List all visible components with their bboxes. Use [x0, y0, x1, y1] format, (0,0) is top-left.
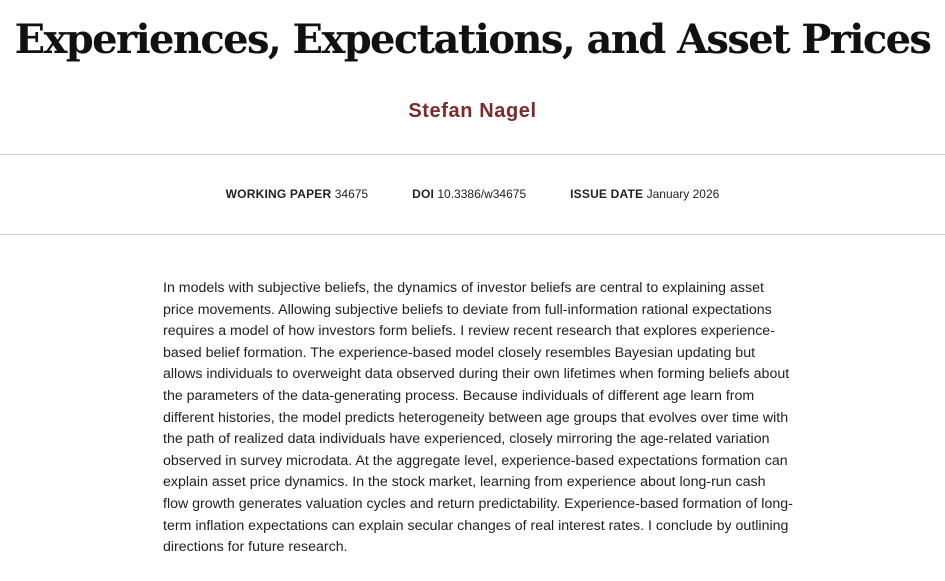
issue-date-label: ISSUE DATE — [570, 187, 644, 201]
doi-meta — [412, 184, 526, 204]
doi-label: DOI — [412, 187, 435, 201]
working-paper-label: WORKING PAPER — [225, 187, 332, 201]
page-title: Experiences, Expectations, and Asset Prices — [14, 16, 931, 63]
working-paper-meta — [226, 184, 368, 204]
working-paper-number: 34675 — [334, 187, 369, 201]
paper-metadata — [0, 184, 945, 204]
issue-date-meta — [570, 184, 719, 204]
author-name[interactable]: Stefan Nagel — [408, 100, 537, 122]
top-divider — [0, 154, 945, 155]
issue-date-value: January 2026 — [646, 187, 720, 201]
abstract-text: In models with subjective beliefs, the dynamics of investor beliefs are central to explaining asset price movements. Allowing subjective beliefs to deviate from full-information rational expectations requires a model of how investors form beliefs. I review recent research that explores experience-based belief formation. The experience-based model closely resembles Bayesian updating but allows individuals to overweight data observed during their own lifetimes when forming beliefs about the parameters of the data-generating process. Because individuals of different age learn from different histories, the model predicts heterogeneity between age groups that evolves over time with the path of realized data individuals have experienced, closely mirroring the age-related variation observed in survey microdata. At the aggregate level, experience-based expectations formation can explain asset price dynamics. In the stock market, learning from experience about long-run cash flow growth generates valuation cycles and return predictability. Experience-based formation of long-term inflation expectations can explain secular changes of real interest rates. I conclude by outlining directions for future research. — [163, 280, 793, 556]
bottom-divider — [0, 234, 945, 235]
doi-value[interactable]: 10.3386/w34675 — [437, 187, 527, 201]
